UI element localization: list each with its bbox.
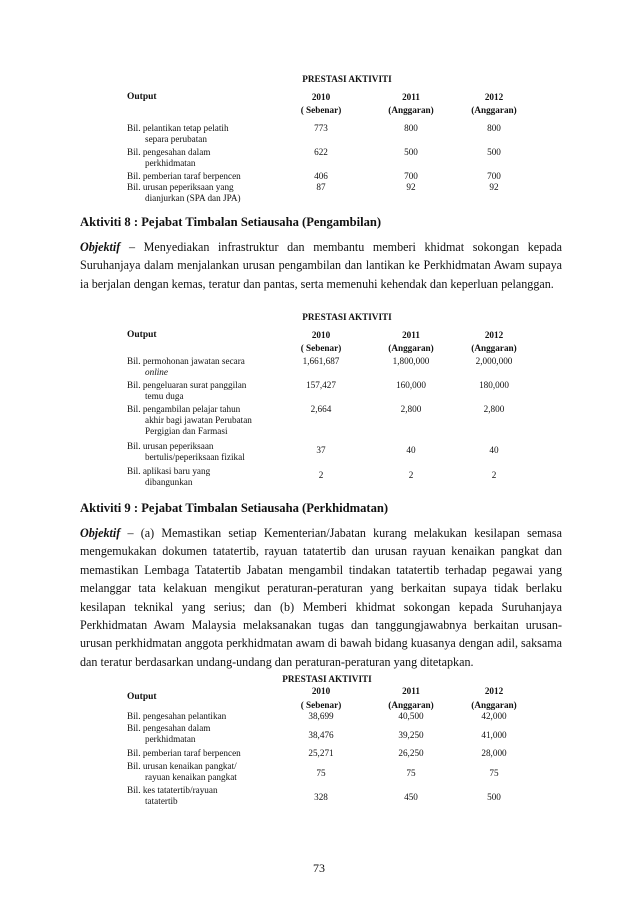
row-label: Bil. pengesahan dalam [127, 147, 211, 157]
row-label: Bil. pelantikan tetap pelatih [127, 123, 229, 133]
value-2012: 180,000 [479, 380, 509, 390]
value-2010: 406 [314, 171, 328, 181]
value-2010: 1,661,687 [302, 356, 340, 366]
value-2011: 2 [408, 470, 414, 480]
row-label: Bil. pengesahan pelantikan [127, 711, 227, 721]
row-label: Bil. permohonan jawatan secara [127, 356, 245, 366]
value-2012: 800 [487, 123, 501, 133]
value-2011: 2,800 [400, 404, 422, 414]
value-2012: 2 [491, 470, 497, 480]
section-8-objective [80, 238, 562, 293]
row-label: Bil. aplikasi baru yang [127, 466, 211, 476]
row-label: Bil. pemberian taraf berpencen [127, 748, 241, 758]
output-label: Output [127, 92, 157, 102]
section-8-heading: Aktiviti 8 : Pejabat Timbalan Setiausaha (Pengambilan) [80, 215, 382, 229]
sub-anggaran: (Anggaran) [388, 700, 434, 710]
row-label-cont: temu duga [145, 391, 184, 402]
year-2012: 2012 [484, 92, 504, 102]
value-2011: 700 [404, 171, 418, 181]
value-2012: 2,000,000 [475, 356, 513, 366]
table-3 [127, 674, 567, 844]
row-label: Bil. urusan peperiksaan yang [127, 182, 234, 192]
row-label-cont: dianjurkan (SPA dan JPA) [145, 193, 241, 204]
table-2 [127, 312, 567, 492]
value-2011: 40,500 [398, 711, 424, 721]
value-2012: 75 [489, 768, 499, 778]
value-2011: 160,000 [396, 380, 426, 390]
objective-label: Objektif [80, 526, 121, 540]
value-2010: 157,427 [306, 380, 336, 390]
row-label-cont: online [145, 367, 168, 378]
sub-sebenar: ( Sebenar) [300, 343, 342, 353]
value-2011: 40 [406, 445, 416, 455]
row-label: Bil. kes tatatertib/rayuan [127, 785, 218, 795]
prestasi-heading: PRESTASI AKTIVITI [282, 674, 372, 684]
row-label-cont: dibangunkan [145, 477, 193, 488]
sub-anggaran: (Anggaran) [388, 105, 434, 115]
value-2012: 41,000 [481, 730, 507, 740]
row-label: Bil. pengeluaran surat panggilan [127, 380, 247, 390]
row-label-cont: rayuan kenaikan pangkat [145, 772, 237, 783]
row-label-cont: tatatertib [145, 796, 178, 807]
year-2011: 2011 [402, 330, 420, 340]
year-2012: 2012 [484, 330, 504, 340]
value-2012: 42,000 [481, 711, 507, 721]
output-label: Output [127, 692, 157, 702]
value-2012: 28,000 [481, 748, 507, 758]
row-label: Bil. pemberian taraf berpencen [127, 171, 241, 181]
value-2010: 38,476 [308, 730, 334, 740]
value-2010: 773 [314, 123, 328, 133]
value-2010: 2,664 [310, 404, 332, 414]
value-2012: 500 [487, 792, 501, 802]
row-label-cont: bertulis/peperiksaan fizikal [145, 452, 245, 463]
row-label-cont: akhir bagi jawatan Perubatan [145, 415, 252, 426]
value-2011: 450 [404, 792, 418, 802]
row-label: Bil. urusan kenaikan pangkat/ [127, 761, 237, 771]
prestasi-heading: PRESTASI AKTIVITI [302, 74, 392, 84]
sub-sebenar: ( Sebenar) [300, 700, 342, 710]
value-2010: 328 [314, 792, 328, 802]
row-label: Bil. pengambilan pelajar tahun [127, 404, 241, 414]
sub-anggaran: (Anggaran) [471, 700, 517, 710]
sub-anggaran: (Anggaran) [471, 343, 517, 353]
year-2010: 2010 [311, 92, 331, 102]
value-2012: 500 [487, 147, 501, 157]
value-2010: 37 [316, 445, 326, 455]
year-2010: 2010 [311, 330, 331, 340]
year-2010: 2010 [311, 686, 331, 696]
sub-anggaran: (Anggaran) [471, 105, 517, 115]
value-2012: 92 [489, 182, 499, 192]
output-label: Output [127, 330, 157, 340]
objective-text: – (a) Memastikan setiap Kementerian/Jabatan kurang melakukan kesilapan semasa mengemukakan dokumen tatatertib, rayuan tatatertib dan urusan rayuan kenaikan pangkat dan memastikan Lembaga Tatatertib Jabatan mengambil tindakan tatatertib terhadap pegawai yang melanggar tata kelakuan mengikut peraturan-peraturan yang berkaitan supaya tidak berlaku kesilapan teknikal yang serius; dan (b) Memberi khidmat sokongan kepada Suruhanjaya Perkhidmatan Awam Malaysia melaksanakan tugas dan tanggungjawabnya berkaitan urusan-urusan perkhidmatan anggota perkhidmatan awam di bawah bidang kuasanya dengan adil, saksama dan teratur berdasarkan undang-undang dan peraturan-peraturan yang ditetapkan. [80, 526, 562, 669]
value-2010: 2 [318, 470, 324, 480]
value-2011: 39,250 [398, 730, 424, 740]
year-2011: 2011 [402, 92, 420, 102]
value-2012: 40 [489, 445, 499, 455]
page-number: 73 [313, 861, 325, 875]
row-label-cont: Pergigian dan Farmasi [145, 426, 228, 437]
row-label-cont: perkhidmatan [145, 158, 196, 169]
value-2011: 92 [406, 182, 416, 192]
value-2010: 38,699 [308, 711, 334, 721]
section-9-objective [80, 524, 562, 671]
value-2010: 87 [316, 182, 326, 192]
prestasi-heading: PRESTASI AKTIVITI [302, 312, 392, 322]
value-2011: 1,800,000 [392, 356, 430, 366]
row-label-cont: perkhidmatan [145, 734, 196, 745]
row-label: Bil. pengesahan dalam [127, 723, 211, 733]
row-label-cont: separa perubatan [145, 134, 207, 145]
value-2011: 500 [404, 147, 418, 157]
section-9-heading: Aktiviti 9 : Pejabat Timbalan Setiausaha (Perkhidmatan) [80, 501, 389, 515]
value-2011: 800 [404, 123, 418, 133]
objective-text: – Menyediakan infrastruktur dan membantu memberi khidmat sokongan kepada Suruhanjaya dalam menjalankan urusan pengambilan dan lantikan ke Perkhidmatan Awam supaya ia berjalan dengan kemas, teratur dan pantas, serta memenuhi kehendak dan keperluan pelanggan. [80, 240, 562, 291]
sub-sebenar: ( Sebenar) [300, 105, 342, 115]
row-label: Bil. urusan peperiksaan [127, 441, 214, 451]
value-2010: 75 [316, 768, 326, 778]
sub-anggaran: (Anggaran) [388, 343, 434, 353]
value-2012: 700 [487, 171, 501, 181]
objective-label: Objektif [80, 240, 121, 254]
year-2011: 2011 [402, 686, 420, 696]
year-2012: 2012 [484, 686, 504, 696]
value-2010: 25,271 [308, 748, 334, 758]
value-2010: 622 [314, 147, 328, 157]
value-2011: 26,250 [398, 748, 424, 758]
value-2011: 75 [406, 768, 416, 778]
value-2012: 2,800 [483, 404, 505, 414]
table-1 [127, 74, 567, 214]
